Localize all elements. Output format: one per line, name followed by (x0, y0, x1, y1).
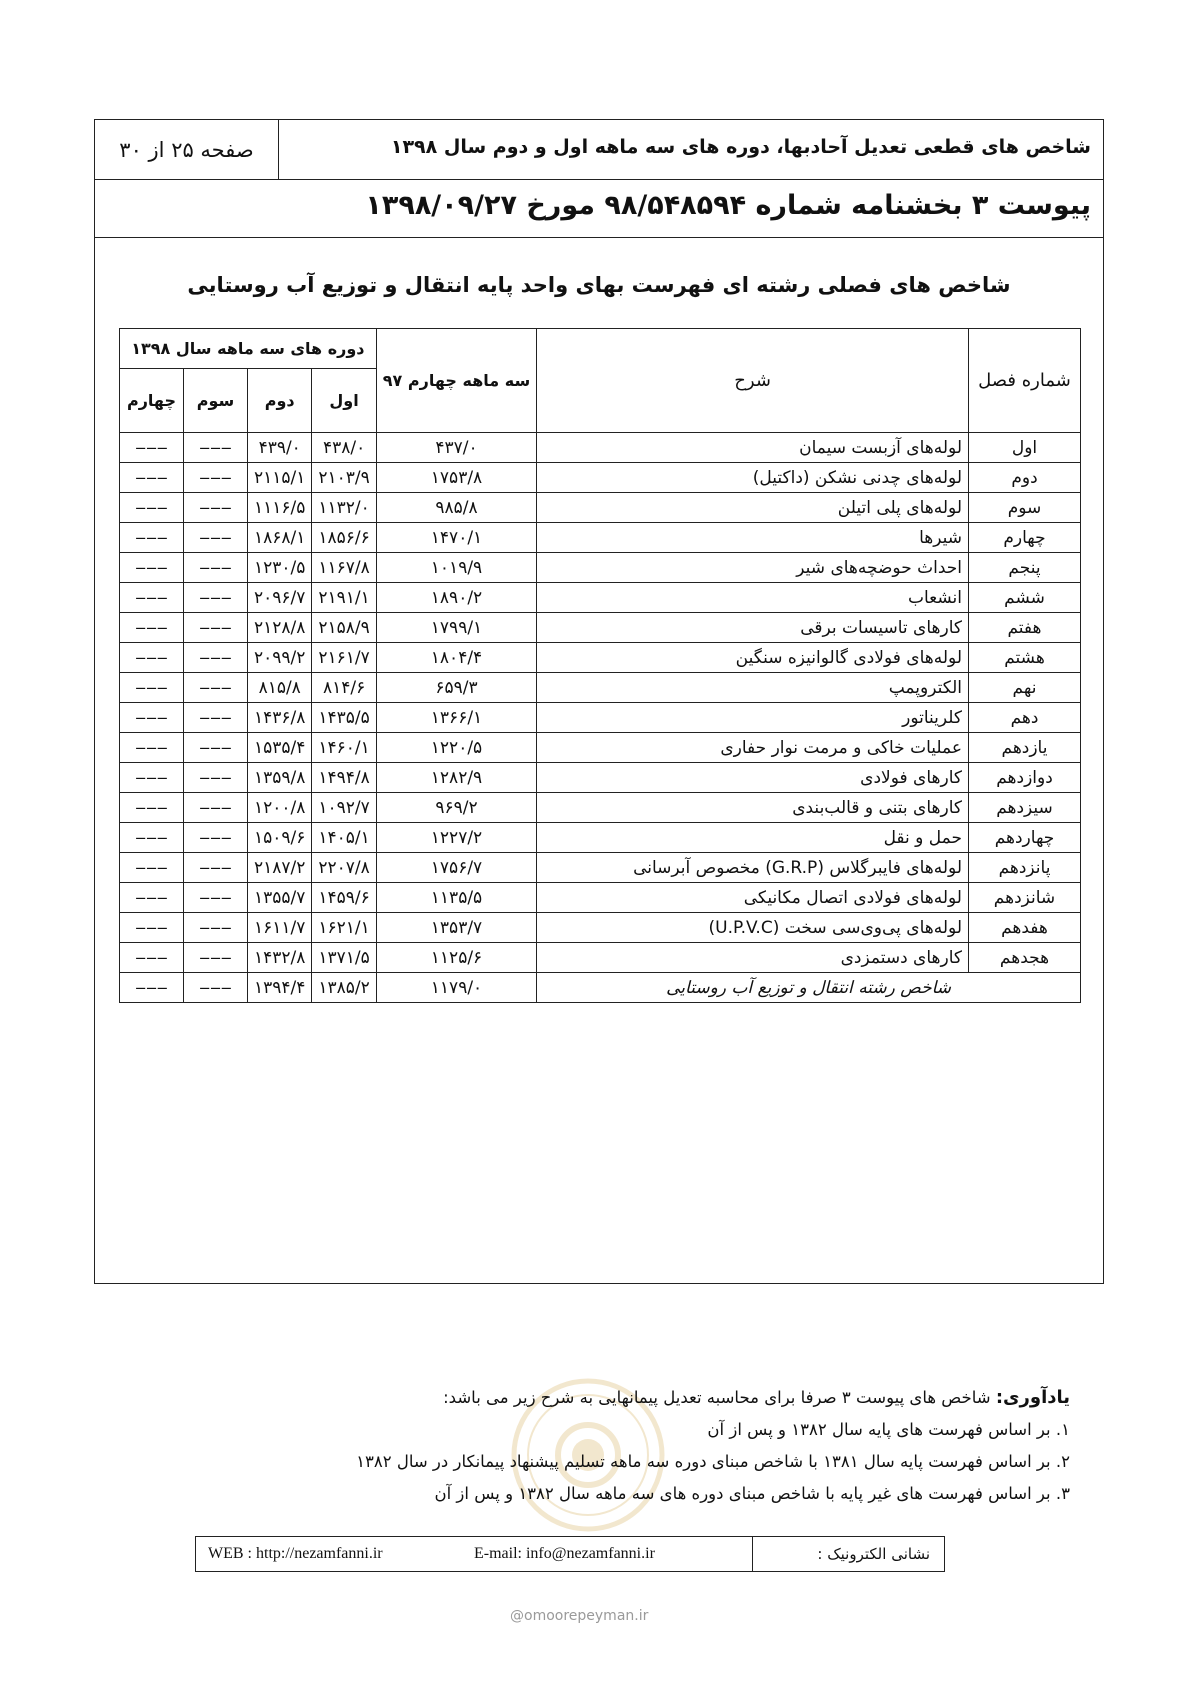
chapter-description: لوله‌های فایبرگلاس (G.R.P) مخصوص آبرسانی (537, 853, 969, 883)
value-q4: ‒‒‒ (120, 703, 184, 733)
chapter-number: هفدهم (969, 913, 1081, 943)
value-q4: ‒‒‒ (120, 613, 184, 643)
value-q3: ‒‒‒ (184, 433, 248, 463)
table-row (120, 823, 1081, 853)
table-row (120, 583, 1081, 613)
reminder-note (90, 1382, 1070, 1510)
table-row (120, 763, 1081, 793)
value-q4: ‒‒‒ (120, 643, 184, 673)
value-q1: ۱۴۶۰/۱ (312, 733, 376, 763)
value-q4: ‒‒‒ (120, 733, 184, 763)
value-q4_97: ۱۷۵۶/۷ (376, 853, 536, 883)
chapter-description: عملیات خاکی و مرمت نوار حفاری (537, 733, 969, 763)
value-q2: ۸۱۵/۸ (248, 673, 312, 703)
value-q3: ‒‒‒ (184, 793, 248, 823)
table-row (120, 703, 1081, 733)
table-row (120, 493, 1081, 523)
value-q3: ‒‒‒ (184, 583, 248, 613)
value-q3: ‒‒‒ (184, 703, 248, 733)
chapter-description: انشعاب (537, 583, 969, 613)
chapter-number: پنجم (969, 553, 1081, 583)
value-q4_97: ۴۳۷/۰ (376, 433, 536, 463)
chapter-number: سیزدهم (969, 793, 1081, 823)
value-q2: ۱۲۳۰/۵ (248, 553, 312, 583)
value-q2: ۱۴۳۶/۸ (248, 703, 312, 733)
header-q3: سوم (184, 369, 248, 433)
value-q1: ۱۱۳۲/۰ (312, 493, 376, 523)
total-q1: ۱۳۸۵/۲ (312, 973, 376, 1003)
value-q4: ‒‒‒ (120, 553, 184, 583)
total-description: شاخص رشته انتقال و توزیع آب روستایی (537, 973, 1081, 1003)
value-q1: ۴۳۸/۰ (312, 433, 376, 463)
value-q1: ۱۴۰۵/۱ (312, 823, 376, 853)
chapter-number: ششم (969, 583, 1081, 613)
value-q4_97: ۱۲۸۲/۹ (376, 763, 536, 793)
table-row (120, 553, 1081, 583)
header-q4-97: سه ماهه چهارم ۹۷ (376, 329, 536, 433)
value-q2: ۲۰۹۹/۲ (248, 643, 312, 673)
reminder-item-2: ۲. بر اساس فهرست پایه سال ۱۳۸۱ با شاخص مبنای دوره سه ماهه تسلیم پیشنهاد پیمانکار در سال ۱۳۸۲ (356, 1452, 1070, 1471)
contact-box (195, 1536, 945, 1572)
chapter-number: پانزدهم (969, 853, 1081, 883)
table-row (120, 913, 1081, 943)
value-q4_97: ۱۲۲۰/۵ (376, 733, 536, 763)
chapter-description: لوله‌های آزبست سیمان (537, 433, 969, 463)
value-q4_97: ۱۷۹۹/۱ (376, 613, 536, 643)
contact-label: نشانی الکترونیک : (752, 1537, 944, 1571)
value-q4_97: ۱۸۰۴/۴ (376, 643, 536, 673)
value-q3: ‒‒‒ (184, 733, 248, 763)
table-row (120, 673, 1081, 703)
value-q1: ۱۰۹۲/۷ (312, 793, 376, 823)
chapter-number: اول (969, 433, 1081, 463)
total-q4: ‒‒‒ (120, 973, 184, 1003)
reminder-intro-text: شاخص های پیوست ۳ صرفا برای محاسبه تعدیل پیمانهایی به شرح زیر می باشد: (443, 1388, 991, 1407)
chapter-description: کارهای فولادی (537, 763, 969, 793)
chapter-description: حمل و نقل (537, 823, 969, 853)
watermark-text: @omoorepeyman.ir (510, 1608, 649, 1624)
value-q2: ۱۶۱۱/۷ (248, 913, 312, 943)
value-q4: ‒‒‒ (120, 943, 184, 973)
value-q2: ۱۱۱۶/۵ (248, 493, 312, 523)
table-row (120, 463, 1081, 493)
value-q3: ‒‒‒ (184, 943, 248, 973)
chapter-description: کارهای تاسیسات برقی (537, 613, 969, 643)
value-q4: ‒‒‒ (120, 913, 184, 943)
value-q1: ۲۱۹۱/۱ (312, 583, 376, 613)
header-q1: اول (312, 369, 376, 433)
value-q4: ‒‒‒ (120, 493, 184, 523)
document-title: شاخص های قطعی تعدیل آحادبها، دوره های سه ماهه اول و دوم سال ۱۳۹۸ (390, 136, 1091, 158)
value-q2: ۲۱۱۵/۱ (248, 463, 312, 493)
value-q1: ۱۶۲۱/۱ (312, 913, 376, 943)
table-body (120, 433, 1081, 1003)
value-q3: ‒‒‒ (184, 613, 248, 643)
value-q1: ۱۴۳۵/۵ (312, 703, 376, 733)
chapter-description: کارهای دستمزدی (537, 943, 969, 973)
total-q4_97: ۱۱۷۹/۰ (376, 973, 536, 1003)
value-q2: ۴۳۹/۰ (248, 433, 312, 463)
value-q1: ۱۴۹۴/۸ (312, 763, 376, 793)
header-circular-row (95, 180, 1103, 238)
value-q4: ‒‒‒ (120, 523, 184, 553)
table-row (120, 613, 1081, 643)
table-row (120, 643, 1081, 673)
value-q3: ‒‒‒ (184, 523, 248, 553)
value-q2: ۲۱۸۷/۲ (248, 853, 312, 883)
value-q4: ‒‒‒ (120, 433, 184, 463)
header-q4: چهارم (120, 369, 184, 433)
value-q4_97: ۱۳۶۶/۱ (376, 703, 536, 733)
chapter-description: لوله‌های پلی اتیلن (537, 493, 969, 523)
chapter-number: چهاردهم (969, 823, 1081, 853)
chapter-description: کلریناتور (537, 703, 969, 733)
value-q4: ‒‒‒ (120, 883, 184, 913)
document-frame (94, 119, 1104, 1284)
value-q4_97: ۱۱۲۵/۶ (376, 943, 536, 973)
table-row (120, 943, 1081, 973)
chapter-description: لوله‌های فولادی گالوانیزه سنگین (537, 643, 969, 673)
value-q2: ۱۲۰۰/۸ (248, 793, 312, 823)
chapter-number: چهارم (969, 523, 1081, 553)
chapter-description: احداث حوضچه‌های شیر (537, 553, 969, 583)
chapter-number: سوم (969, 493, 1081, 523)
table-subtitle: شاخص های فصلی رشته ای فهرست بهای واحد پایه انتقال و توزیع آب روستایی (187, 273, 1011, 297)
value-q4_97: ۹۸۵/۸ (376, 493, 536, 523)
chapter-number: دوم (969, 463, 1081, 493)
table-row (120, 793, 1081, 823)
value-q1: ۱۱۶۷/۸ (312, 553, 376, 583)
circular-reference: پیوست ۳ بخشنامه شماره ۹۸/۵۴۸۵۹۴ مورخ ۱۳۹۸/۰۹/۲۷ (365, 190, 1091, 221)
value-q1: ۲۲۰۷/۸ (312, 853, 376, 883)
value-q4: ‒‒‒ (120, 823, 184, 853)
table-row (120, 853, 1081, 883)
value-q4_97: ۱۷۵۳/۸ (376, 463, 536, 493)
value-q1: ۲۱۶۱/۷ (312, 643, 376, 673)
value-q4_97: ۶۵۹/۳ (376, 673, 536, 703)
chapter-number: شانزدهم (969, 883, 1081, 913)
value-q2: ۱۴۳۲/۸ (248, 943, 312, 973)
value-q4_97: ۱۱۳۵/۵ (376, 883, 536, 913)
value-q4_97: ۹۶۹/۲ (376, 793, 536, 823)
value-q2: ۱۸۶۸/۱ (248, 523, 312, 553)
value-q3: ‒‒‒ (184, 493, 248, 523)
value-q3: ‒‒‒ (184, 823, 248, 853)
chapter-description: لوله‌های فولادی اتصال مکانیکی (537, 883, 969, 913)
value-q3: ‒‒‒ (184, 913, 248, 943)
value-q1: ۲۱۰۳/۹ (312, 463, 376, 493)
value-q2: ۲۰۹۶/۷ (248, 583, 312, 613)
chapter-description: شیرها (537, 523, 969, 553)
contact-email: E-mail: info@nezamfanni.ir (474, 1545, 655, 1562)
header-chapter-number: شماره فصل (969, 329, 1081, 433)
value-q1: ۲۱۵۸/۹ (312, 613, 376, 643)
value-q3: ‒‒‒ (184, 553, 248, 583)
contact-website: WEB : http://nezamfanni.ir (208, 1545, 383, 1562)
value-q4: ‒‒‒ (120, 763, 184, 793)
value-q3: ‒‒‒ (184, 883, 248, 913)
value-q4_97: ۱۴۷۰/۱ (376, 523, 536, 553)
value-q1: ۱۸۵۶/۶ (312, 523, 376, 553)
header-description: شرح (537, 329, 969, 433)
value-q1: ۸۱۴/۶ (312, 673, 376, 703)
header-top-row (95, 120, 1103, 180)
value-q3: ‒‒‒ (184, 853, 248, 883)
chapter-number: دوازدهم (969, 763, 1081, 793)
reminder-item-3: ۳. بر اساس فهرست های غیر پایه با شاخص مبنای دوره های سه ماهه سال ۱۳۸۲ و پس از آن (434, 1484, 1070, 1503)
total-q3: ‒‒‒ (184, 973, 248, 1003)
value-q2: ۱۵۳۵/۴ (248, 733, 312, 763)
value-q4: ‒‒‒ (120, 463, 184, 493)
reminder-item-1: ۱. بر اساس فهرست های پایه سال ۱۳۸۲ و پس از آن (707, 1420, 1070, 1439)
index-table (119, 328, 1081, 1003)
value-q4_97: ۱۲۲۷/۲ (376, 823, 536, 853)
value-q4: ‒‒‒ (120, 793, 184, 823)
value-q3: ‒‒‒ (184, 643, 248, 673)
value-q3: ‒‒‒ (184, 763, 248, 793)
page-number: صفحه ۲۵ از ۳۰ (95, 120, 279, 179)
value-q2: ۱۳۵۵/۷ (248, 883, 312, 913)
chapter-description: کارهای بتنی و قالب‌بندی (537, 793, 969, 823)
table-row (120, 733, 1081, 763)
chapter-description: لوله‌های پی‌وی‌سی سخت (U.P.V.C) (537, 913, 969, 943)
table-total-row (120, 973, 1081, 1003)
chapter-number: هشتم (969, 643, 1081, 673)
value-q4_97: ۱۰۱۹/۹ (376, 553, 536, 583)
value-q2: ۲۱۲۸/۸ (248, 613, 312, 643)
value-q2: ۱۵۰۹/۶ (248, 823, 312, 853)
chapter-number: دهم (969, 703, 1081, 733)
reminder-intro (90, 1382, 1070, 1414)
header-periods-1398: دوره های سه ماهه سال ۱۳۹۸ (120, 329, 377, 369)
value-q1: ۱۴۵۹/۶ (312, 883, 376, 913)
chapter-number: هجدهم (969, 943, 1081, 973)
chapter-number: هفتم (969, 613, 1081, 643)
value-q4: ‒‒‒ (120, 673, 184, 703)
value-q2: ۱۳۵۹/۸ (248, 763, 312, 793)
chapter-description: الکتروپمپ (537, 673, 969, 703)
total-q2: ۱۳۹۴/۴ (248, 973, 312, 1003)
table-row (120, 433, 1081, 463)
header-q2: دوم (248, 369, 312, 433)
table-row (120, 883, 1081, 913)
chapter-number: نهم (969, 673, 1081, 703)
chapter-description: لوله‌های چدنی نشکن (داکتیل) (537, 463, 969, 493)
value-q4: ‒‒‒ (120, 853, 184, 883)
value-q4_97: ۱۸۹۰/۲ (376, 583, 536, 613)
value-q4_97: ۱۳۵۳/۷ (376, 913, 536, 943)
value-q1: ۱۳۷۱/۵ (312, 943, 376, 973)
chapter-number: یازدهم (969, 733, 1081, 763)
value-q3: ‒‒‒ (184, 463, 248, 493)
reminder-lead: یادآوری: (995, 1387, 1070, 1408)
value-q3: ‒‒‒ (184, 673, 248, 703)
table-row (120, 523, 1081, 553)
value-q4: ‒‒‒ (120, 583, 184, 613)
